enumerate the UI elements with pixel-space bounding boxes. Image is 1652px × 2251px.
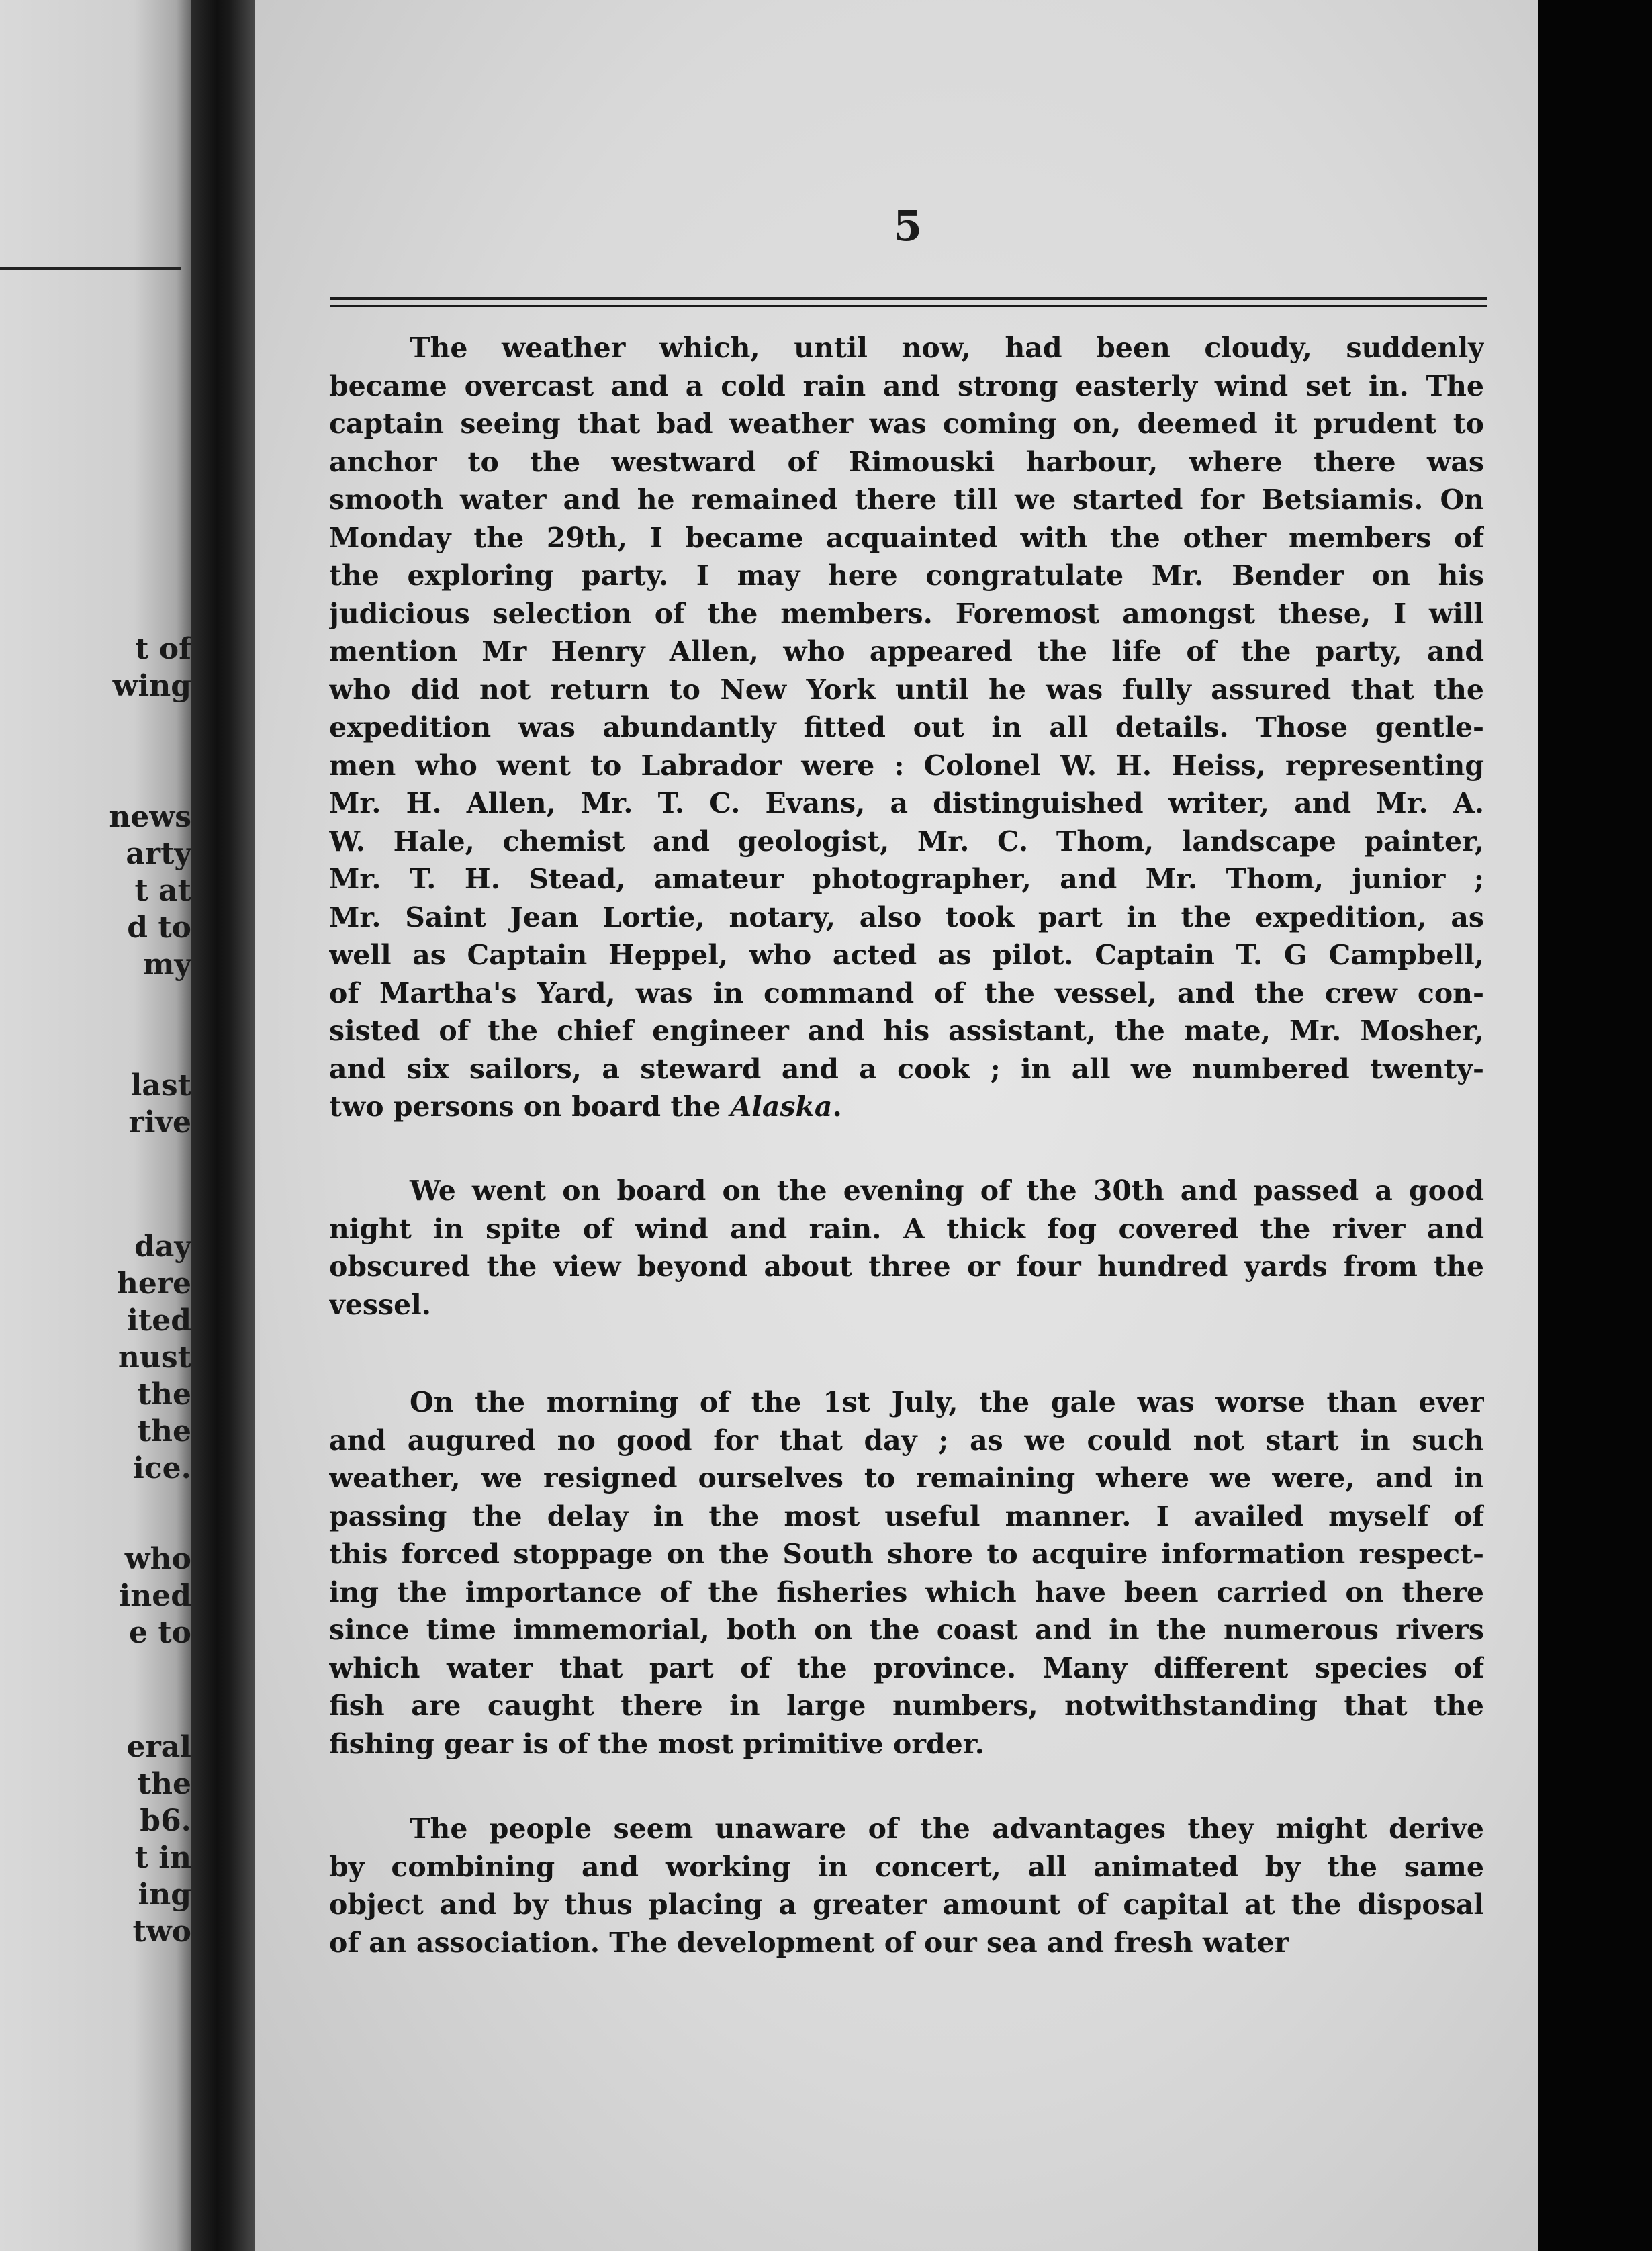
- facing-page-line: the: [137, 1767, 191, 1801]
- text-line: by combining and working in concert, all animated by the same: [329, 1850, 1484, 1883]
- paragraph-4: [329, 1810, 1484, 1962]
- text-line: On the morning of the 1st July, the gale was worse than ever: [410, 1386, 1484, 1418]
- text-line: fishing gear is of the most primitive order.: [329, 1727, 984, 1760]
- text-line: and six sailors, a steward and a cook ; in all we numbered twenty-: [329, 1052, 1484, 1085]
- text-line: and augured no good for that day ; as we could not start in such: [329, 1424, 1484, 1457]
- text-line: became overcast and a cold rain and strong easterly wind set in. The: [329, 369, 1484, 402]
- facing-page-line: t at: [134, 874, 191, 908]
- text-line: of an association. The development of our sea and fresh water: [329, 1926, 1289, 1959]
- text-line: men who went to Labrador were : Colonel W. H. Heiss, representing: [329, 749, 1484, 782]
- text-line: judicious selection of the members. Foremost amongst these, I will: [329, 597, 1484, 630]
- text-line: [329, 1088, 1484, 1126]
- facing-page-line: rive: [128, 1105, 191, 1140]
- facing-page-line: arty: [126, 837, 191, 871]
- text-line: Mr. H. Allen, Mr. T. C. Evans, a distinguished writer, and Mr. A.: [329, 787, 1484, 819]
- text-line: the exploring party. I may here congratulate Mr. Bender on his: [329, 559, 1484, 592]
- facing-page-line: who: [124, 1542, 191, 1576]
- text-line: who did not return to New York until he was fully assured that the: [329, 673, 1484, 706]
- text-line: The weather which, until now, had been cloudy, suddenly: [410, 332, 1484, 364]
- text-line: which water that part of the province. Many different species of: [329, 1651, 1484, 1684]
- facing-page-line: the: [137, 1414, 191, 1449]
- text-line: W. Hale, chemist and geologist, Mr. C. Thom, landscape painter,: [329, 825, 1484, 858]
- text-line: well as Captain Heppel, who acted as pilot. Captain T. G Campbell,: [329, 939, 1484, 971]
- text-line: Mr. T. H. Stead, amateur photographer, and Mr. Thom, junior ;: [329, 863, 1484, 895]
- facing-page-line: my: [142, 948, 191, 982]
- paragraph-3: [329, 1383, 1484, 1763]
- facing-page-line: ing: [138, 1878, 191, 1912]
- text-line: We went on board on the evening of the 30th and passed a good: [410, 1175, 1484, 1207]
- facing-page-line: wing: [112, 669, 191, 703]
- header-rule: [330, 297, 1487, 300]
- facing-page-line: t in: [134, 1841, 191, 1875]
- facing-page-line: b6.: [140, 1804, 191, 1838]
- text-line: Monday the 29th, I became acquainted with the other members of: [329, 521, 1484, 554]
- text-line: night in spite of wind and rain. A thick fog covered the river and: [329, 1212, 1484, 1245]
- facing-page-line: d to: [127, 911, 191, 945]
- text-line: sisted of the chief engineer and his assistant, the mate, Mr. Mosher,: [329, 1015, 1484, 1047]
- facing-page-text: [0, 0, 191, 2251]
- text-line: object and by thus placing a greater amount of capital at the disposal: [329, 1888, 1484, 1921]
- text-line: Mr. Saint Jean Lortie, notary, also took part in the expedition, as: [329, 901, 1484, 933]
- text-line: obscured the view beyond about three or four hundred yards from the: [329, 1250, 1484, 1283]
- facing-page: [0, 0, 191, 2251]
- facing-page-line: day: [134, 1230, 191, 1264]
- facing-page-line: t of: [135, 632, 191, 666]
- text-line: passing the delay in the most useful manner. I availed myself of: [329, 1500, 1484, 1532]
- facing-page-line: news: [109, 800, 191, 834]
- text-line: fish are caught there in large numbers, notwithstanding that the: [329, 1690, 1484, 1722]
- text-line: of Martha's Yard, was in command of the vessel, and the crew con-: [329, 976, 1484, 1009]
- text-line: anchor to the westward of Rimouski harbour, where there was: [329, 445, 1484, 478]
- facing-page-line: e to: [129, 1616, 191, 1650]
- text-line: captain seeing that bad weather was coming on, deemed it prudent to: [329, 408, 1484, 440]
- text-line: since time immemorial, both on the coast and in the numerous rivers: [329, 1614, 1484, 1646]
- book-gutter: [191, 0, 255, 2251]
- header-rule-double: [330, 305, 1487, 307]
- text-line: this forced stoppage on the South shore to acquire information respect-: [329, 1538, 1484, 1570]
- text-line: The people seem unaware of the advantages they might derive: [410, 1812, 1484, 1845]
- paragraph-2: [329, 1172, 1484, 1324]
- text-line: ing the importance of the fisheries which have been carried on there: [329, 1575, 1484, 1608]
- text-line: vessel.: [329, 1288, 432, 1321]
- scan-border: [1538, 0, 1652, 2251]
- text-line: smooth water and he remained there till we started for Betsiamis. On: [329, 484, 1484, 516]
- facing-page-line: the: [137, 1377, 191, 1412]
- paragraph-1: [329, 329, 1484, 1126]
- text-line: weather, we resigned ourselves to remaining where we were, and in: [329, 1462, 1484, 1494]
- text-run: two persons on board the: [329, 1091, 731, 1123]
- facing-page-line: ited: [127, 1303, 191, 1338]
- text-line: expedition was abundantly fitted out in all details. Those gentle-: [329, 711, 1484, 743]
- text-run: .: [832, 1091, 842, 1123]
- vessel-name: Alaska: [730, 1091, 833, 1123]
- facing-page-line: ice.: [133, 1451, 191, 1485]
- facing-page-line: last: [130, 1068, 191, 1103]
- facing-page-line: two: [132, 1915, 191, 1949]
- text-line: mention Mr Henry Allen, who appeared the life of the party, and: [329, 635, 1484, 668]
- facing-page-line: eral: [126, 1730, 191, 1764]
- facing-page-line: nust: [118, 1340, 191, 1375]
- page-number: 5: [893, 201, 923, 250]
- facing-page-line: here: [116, 1267, 191, 1301]
- facing-page-line: ined: [119, 1579, 191, 1613]
